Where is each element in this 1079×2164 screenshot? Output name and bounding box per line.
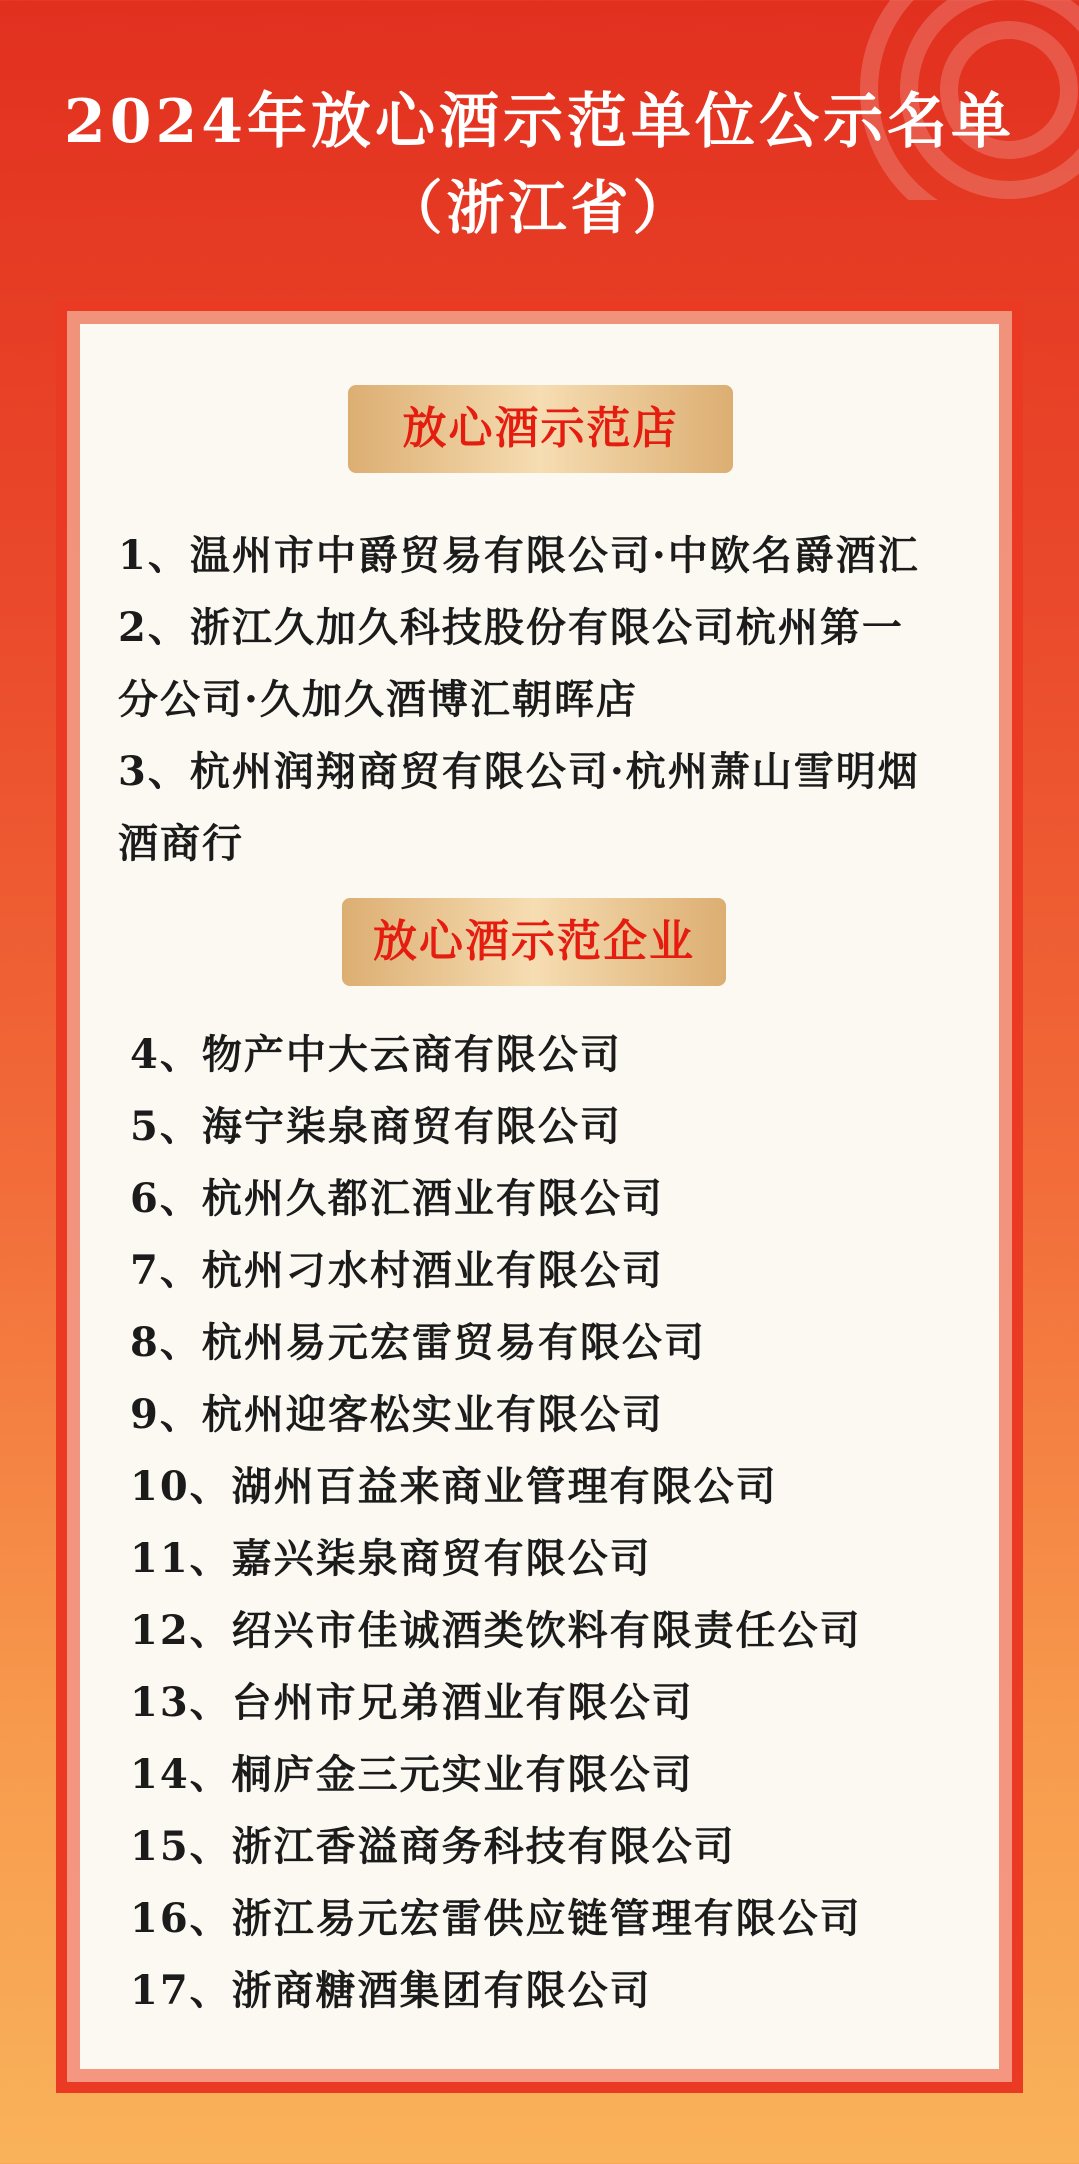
- list-item: 16、浙江易元宏雷供应链管理有限公司: [130, 1895, 862, 1942]
- page-subtitle: （浙江省）: [384, 174, 695, 242]
- section-heading-enterprises: 放心酒示范企业: [342, 898, 726, 986]
- list-item: 12、绍兴市佳诚酒类饮料有限责任公司: [130, 1607, 862, 1654]
- section-heading-stores: 放心酒示范店: [348, 385, 733, 473]
- list-item: 5、海宁柒泉商贸有限公司: [130, 1103, 622, 1150]
- list-item: 2、浙江久加久科技股份有限公司杭州第一: [118, 604, 904, 651]
- list-item: 4、物产中大云商有限公司: [130, 1031, 622, 1078]
- list-item: 14、桐庐金三元实业有限公司: [130, 1751, 694, 1798]
- list-item: 13、台州市兄弟酒业有限公司: [130, 1679, 694, 1726]
- page-title: 2024年放心酒示范单位公示名单: [64, 87, 1015, 157]
- list-item: 6、杭州久都汇酒业有限公司: [130, 1175, 664, 1222]
- list-item: 17、浙商糖酒集团有限公司: [130, 1967, 652, 2014]
- list-item: 7、杭州刁水村酒业有限公司: [130, 1247, 664, 1294]
- list-item: 1、温州市中爵贸易有限公司·中欧名爵酒汇: [118, 532, 920, 579]
- list-item: 9、杭州迎客松实业有限公司: [130, 1391, 664, 1438]
- list-item: 酒商行: [118, 820, 244, 867]
- list-item: 15、浙江香溢商务科技有限公司: [130, 1823, 736, 1870]
- list-item: 11、嘉兴柒泉商贸有限公司: [130, 1535, 652, 1582]
- list-item: 8、杭州易元宏雷贸易有限公司: [130, 1319, 706, 1366]
- list-item: 3、杭州润翔商贸有限公司·杭州萧山雪明烟: [118, 748, 920, 795]
- list-item: 分公司·久加久酒博汇朝晖店: [118, 676, 638, 723]
- list-item: 10、湖州百益来商业管理有限公司: [130, 1463, 778, 1510]
